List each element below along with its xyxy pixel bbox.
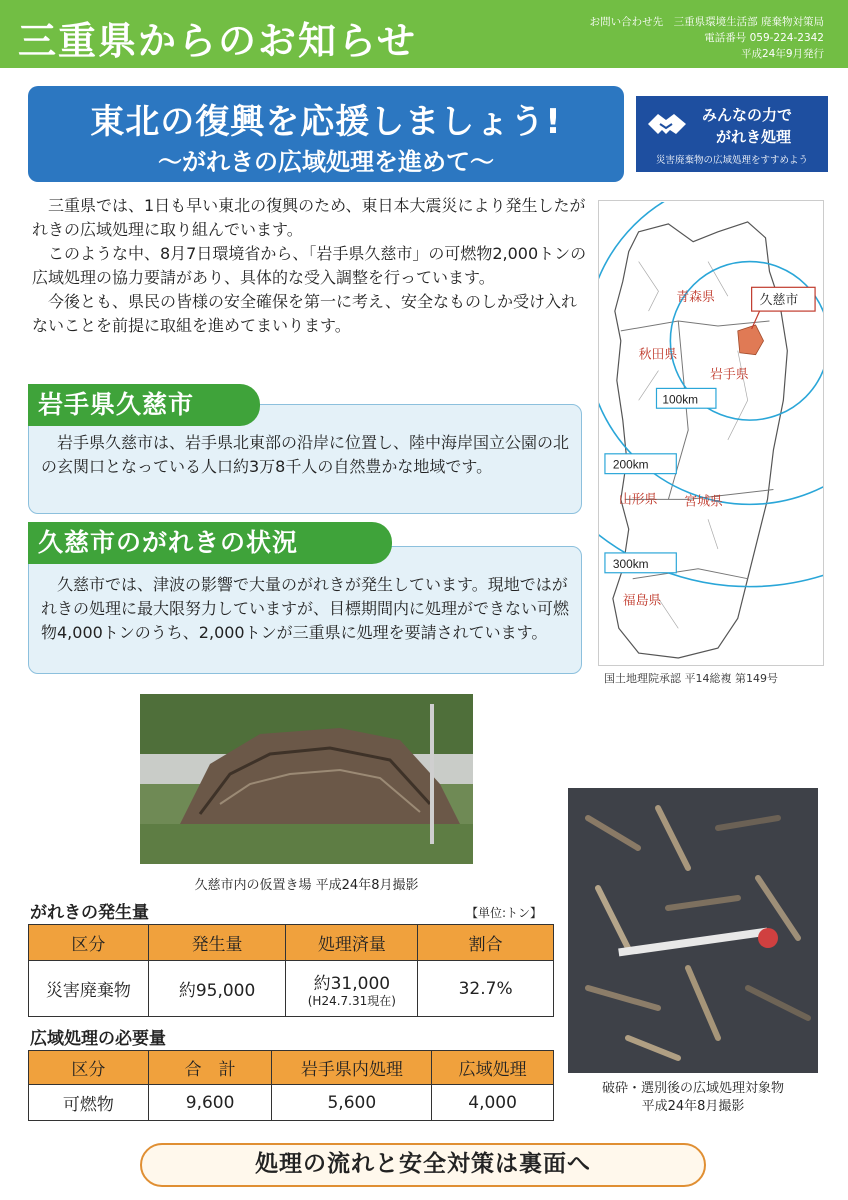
label-200km: 200km bbox=[612, 457, 649, 472]
contact-line-2: 電話番号 059-224-2342 bbox=[704, 32, 824, 44]
label-100km: 100km bbox=[662, 392, 699, 407]
label-iwate: 岩手県 bbox=[710, 366, 749, 382]
table-debris-generation bbox=[28, 924, 554, 1017]
table-cell-wide: 4,000 bbox=[432, 1085, 554, 1121]
table-cell-processed bbox=[286, 961, 418, 1017]
logo-subtitle: 災害廃棄物の広域処理をすすめよう bbox=[655, 155, 809, 166]
table2-header: 区分 bbox=[29, 1051, 149, 1085]
label-300km: 300km bbox=[612, 556, 649, 571]
table1-header: 割合 bbox=[418, 925, 554, 961]
contact-info bbox=[590, 14, 824, 62]
table-wide-area-processing bbox=[28, 1050, 554, 1121]
section-kuji-heading: 岩手県久慈市 bbox=[28, 384, 260, 426]
table-header-row bbox=[29, 925, 554, 961]
intro-text bbox=[32, 194, 587, 338]
table1-header: 処理済量 bbox=[286, 925, 418, 961]
footer-banner: 処理の流れと安全対策は裏面へ bbox=[140, 1143, 706, 1187]
contact-line-3: 平成24年9月発行 bbox=[740, 48, 824, 60]
tohoku-map bbox=[598, 200, 824, 666]
section-kuji-text: 岩手県久慈市は、岩手県北東部の沿岸に位置し、陸中海岸国立公園の北の玄関口となっている人口約3万8千人の自然豊かな地域です。 bbox=[41, 433, 570, 476]
table-cell-iwate: 5,600 bbox=[272, 1085, 432, 1121]
label-kuji: 久慈市 bbox=[759, 292, 799, 308]
table-cell-generated: 約95,000 bbox=[148, 961, 286, 1017]
table-row bbox=[29, 961, 554, 1017]
headline-box bbox=[28, 86, 624, 182]
table1-header: 区分 bbox=[29, 925, 149, 961]
table-cell-processed-note: (H24.7.31現在) bbox=[307, 994, 396, 1008]
table-row bbox=[29, 1085, 554, 1121]
label-fukushima: 福島県 bbox=[622, 592, 662, 608]
photo-shredded-debris bbox=[568, 788, 818, 1073]
label-aomori: 青森県 bbox=[676, 289, 715, 305]
intro-paragraph-3: 今後とも、県民の皆様の安全確保を第一に考え、安全なものしか受け入れないことを前提に取組を進めてまいります。 bbox=[32, 292, 577, 335]
header-title: 三重県からのお知らせ bbox=[18, 19, 417, 63]
label-akita: 秋田県 bbox=[638, 346, 678, 362]
table-cell-total: 9,600 bbox=[148, 1085, 272, 1121]
table2-header: 広域処理 bbox=[432, 1051, 554, 1085]
photo-debris-storage bbox=[140, 694, 473, 864]
section-debris-text: 久慈市では、津波の影響で大量のがれきが発生しています。現地ではがれきの処理に最大限努力していますが、目標期間内に処理ができない可燃物4,000トンのうち、2,000トンが三重県に処理を要請されています。 bbox=[41, 575, 570, 642]
contact-line-1: お問い合わせ先 三重県環境生活部 廃棄物対策局 bbox=[589, 16, 824, 28]
photo2-caption-line-1: 破砕・選別後の広域処理対象物 bbox=[601, 1081, 784, 1096]
headline-main: 東北の復興を応援しましょう! bbox=[90, 102, 562, 142]
table1-header: 発生量 bbox=[148, 925, 286, 961]
headline-sub: ～がれきの広域処理を進めて～ bbox=[158, 148, 494, 176]
intro-paragraph-1: 三重県では、1日も早い東北の復興のため、東日本大震災により発生したがれきの広域処理に取り組んでいます。 bbox=[32, 196, 586, 239]
handshake-icon bbox=[646, 106, 688, 142]
table1-unit: 【単位:トン】 bbox=[466, 906, 543, 920]
intro-paragraph-2: このような中、8月7日環境省から、「岩手県久慈市」の可燃物2,000トンの広域処理の協力要請があり、具体的な受入調整を行っています。 bbox=[32, 244, 587, 287]
table2-title: 広域処理の必要量 bbox=[30, 1029, 166, 1049]
header-bar bbox=[0, 0, 848, 68]
table-header-row bbox=[29, 1051, 554, 1085]
section-debris-heading: 久慈市のがれきの状況 bbox=[28, 522, 392, 564]
label-miyagi: 宮城県 bbox=[684, 493, 723, 509]
campaign-logo bbox=[636, 96, 828, 172]
map-caption: 国土地理院承認 平14総複 第149号 bbox=[604, 672, 778, 685]
logo-line-1: みんなの力で bbox=[702, 106, 793, 124]
table-cell-category: 災害廃棄物 bbox=[29, 961, 149, 1017]
label-yamagata: 山形県 bbox=[618, 491, 658, 507]
table-cell-category: 可燃物 bbox=[29, 1085, 149, 1121]
table-cell-processed-value: 約31,000 bbox=[313, 974, 391, 994]
section-debris-body bbox=[28, 546, 582, 674]
photo2-caption bbox=[568, 1080, 818, 1116]
photo2-caption-line-2: 平成24年8月撮影 bbox=[641, 1099, 745, 1114]
table-cell-ratio: 32.7% bbox=[418, 961, 554, 1017]
table1-title: がれきの発生量 bbox=[30, 903, 149, 923]
table2-header: 岩手県内処理 bbox=[272, 1051, 432, 1085]
photo1-caption: 久慈市内の仮置き場 平成24年8月撮影 bbox=[194, 878, 419, 893]
table2-header: 合 計 bbox=[148, 1051, 272, 1085]
logo-line-2: がれき処理 bbox=[716, 128, 792, 146]
